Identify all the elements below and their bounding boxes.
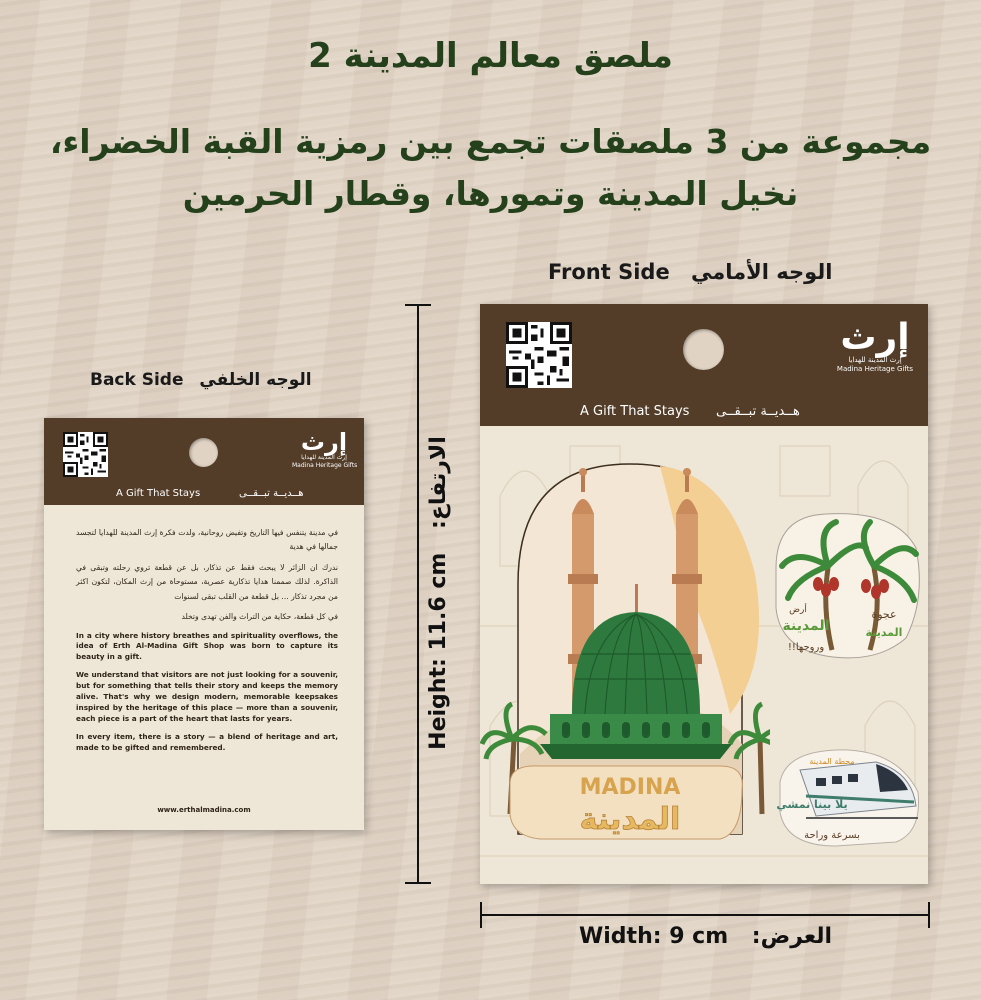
height-ar: الارتفاع: — [426, 436, 451, 529]
subtitle-line-2: نخيل المدينة وتمورها، وقطار الحرمين — [182, 174, 799, 213]
front-label-ar: الوجه الأمامي — [691, 260, 833, 284]
dates-text-1: أرض — [789, 605, 807, 615]
width-ar: العرض: — [751, 924, 833, 949]
brand-logo — [292, 430, 356, 470]
page-subtitle — [0, 116, 981, 220]
logo-name-ar: إرث المدينة للهدايا — [848, 356, 902, 364]
dates-sticker — [766, 508, 928, 664]
height-label — [426, 373, 460, 813]
back-side-label — [90, 370, 312, 390]
train-text-3: بسرعة وراحة — [804, 830, 860, 841]
back-card — [44, 418, 364, 830]
mosque-sticker — [480, 454, 770, 854]
front-card — [480, 304, 928, 884]
back-text-ar-1: في مدينة يتنفس فيها التاريخ وتفيض روحانية، ولدت فكرة إرث المدينة للهدايا لتجسد جمالها في هدية — [76, 528, 338, 552]
brand-logo — [830, 317, 920, 374]
logo-name-ar: إرث المدينة للهدايا — [301, 454, 347, 461]
logo-name-en: Madina Heritage Gifts — [836, 365, 914, 374]
subtitle-line-1: مجموعة من 3 ملصقات تجمع بين رمزية القبة الخضراء، — [49, 122, 932, 161]
train-text-2: يلا بينا نمشي — [776, 798, 848, 811]
mosque-sticker-en: MADINA — [579, 775, 681, 800]
back-description — [76, 526, 338, 761]
back-text-en-1: In a city where history breathes and spirituality overflows, the idea of Erth Al-Madina Gift Shop was born to capture its beauty in a gift. — [76, 630, 338, 662]
back-text-ar-3: في كل قطعة، حكاية من التراث والفن تهدى وتخلد — [181, 612, 338, 622]
logo-name-en: Madina Heritage Gifts — [292, 461, 358, 469]
tagline-ar: هــديــة تبــقــى — [239, 488, 304, 499]
dates-text-2: المدينة — [782, 618, 830, 634]
width-tick-left — [480, 902, 482, 928]
mosque-sticker-ar: المدينة — [579, 802, 681, 837]
qr-code-icon — [63, 432, 108, 477]
hang-hole — [189, 438, 218, 467]
back-label-ar: الوجه الخلفي — [199, 370, 312, 390]
width-dimension-line — [481, 914, 929, 916]
page-title: ملصق معالم المدينة 2 — [308, 36, 673, 76]
height-en: Height: 11.6 cm — [426, 552, 451, 750]
back-text-ar-2: ندرك ان الزائر لا يبحث فقط عن تذكار، بل عن قطعة تروي رحلته وتبقى في الذاكرة. لذلك صممنا هدايا تذكارية عصرية، مستوحاة من إرث المكان، لتكون اكثر من مجرد تذكار ... بل قطعة من القلب تبقى لسنوات — [76, 562, 338, 601]
front-card-header — [480, 304, 928, 426]
train-text-1: محطة المدينة — [809, 757, 855, 766]
height-dimension-line — [417, 305, 419, 883]
dates-text-3: عجوة — [871, 608, 897, 621]
train-sticker — [776, 742, 924, 852]
back-label-en: Back Side — [90, 370, 184, 390]
tagline-ar: هــديــة تبــقــى — [716, 404, 800, 419]
front-side-label — [548, 260, 832, 284]
dates-text-4: المدينة — [865, 626, 903, 639]
back-text-en-2: We understand that visitors are not just looking for a souvenir, but for something that tells their story and keeps the memory alive. That's why we design modern, memorable keepsakes inspired by the heritage of this place — more than a souvenir, each piece is a part of the heart that lasts for years. — [76, 670, 338, 724]
width-tick-right — [928, 902, 930, 928]
height-tick-top — [405, 304, 431, 306]
back-text-en-3: In every item, there is a story — a blend of heritage and art, made to be gifted and remembered. — [76, 732, 338, 752]
hang-hole — [683, 329, 724, 370]
logo-mark: إرث — [840, 317, 910, 358]
height-tick-bottom — [405, 882, 431, 884]
qr-code-icon — [506, 322, 572, 388]
back-card-header — [44, 418, 364, 505]
width-en: Width: 9 cm — [579, 924, 729, 949]
front-label-en: Front Side — [548, 260, 670, 284]
website-url: www.erthalmadina.com — [157, 806, 251, 814]
width-label — [579, 924, 832, 949]
logo-mark: إرث — [300, 428, 348, 456]
tagline-en: A Gift That Stays — [116, 488, 201, 499]
tagline-en: A Gift That Stays — [580, 404, 690, 419]
dates-text-5: وروحها!! — [787, 642, 825, 653]
